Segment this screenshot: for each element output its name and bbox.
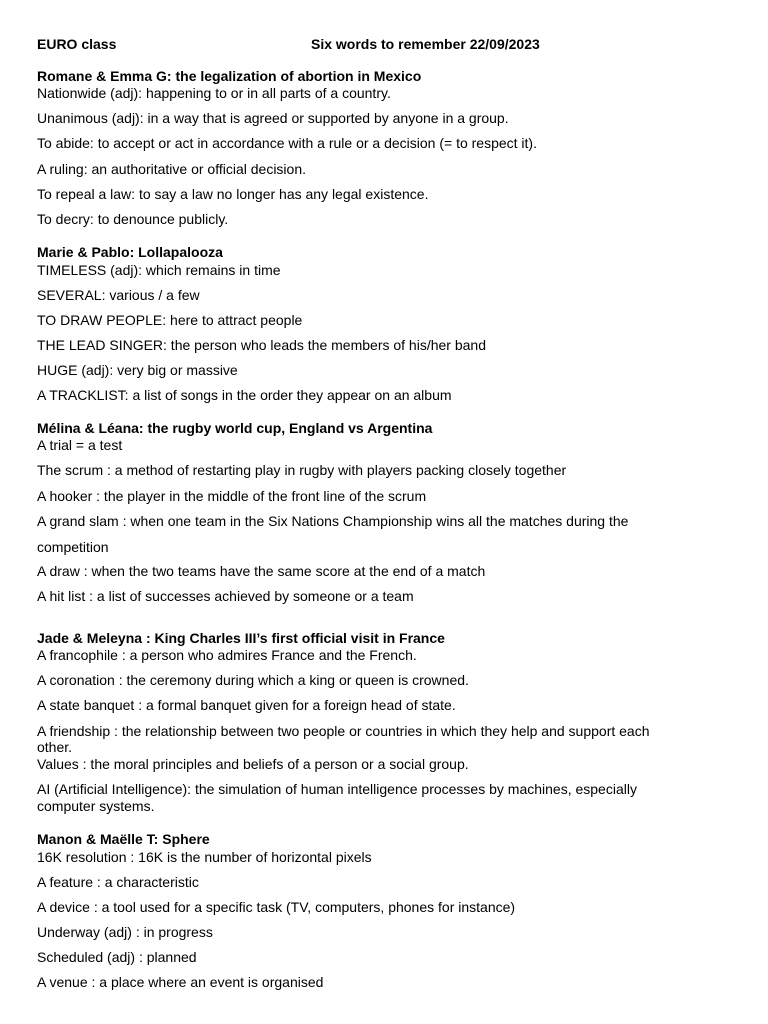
vocab-item: A ruling: an authoritative or official decision. [37,161,307,177]
vocab-item: A feature : a characteristic [37,874,199,890]
vocab-item: Underway (adj) : in progress [37,924,213,940]
vocab-item: other. [37,739,73,755]
vocab-item: competition [37,539,109,555]
document-title: Six words to remember 22/09/2023 [311,36,540,52]
vocab-item: Nationwide (adj): happening to or in all parts of a country. [37,85,391,101]
class-name: EURO class [37,36,117,52]
vocab-item: AI (Artificial Intelligence): the simulation of human intelligence processes by machines, especially [37,781,637,797]
vocab-item: A trial = a test [37,437,123,453]
section-title: Marie & Pablo: Lollapalooza [37,244,223,260]
section-title: Romane & Emma G: the legalization of abortion in Mexico [37,68,422,84]
vocab-item: TO DRAW PEOPLE: here to attract people [37,312,303,328]
section-title: Manon & Maëlle T: Sphere [37,831,210,847]
vocab-item: A venue : a place where an event is organised [37,974,324,990]
vocab-item: A friendship : the relationship between two people or countries in which they help and support each [37,723,650,739]
vocab-item: SEVERAL: various / a few [37,287,200,303]
vocab-item: A hooker : the player in the middle of the front line of the scrum [37,488,427,504]
vocab-item: Scheduled (adj) : planned [37,949,197,965]
section-title: Jade & Meleyna : King Charles III’s first official visit in France [37,630,445,646]
vocab-item: Values : the moral principles and beliefs of a person or a social group. [37,756,469,772]
vocab-item: Unanimous (adj): in a way that is agreed or supported by anyone in a group. [37,110,509,126]
vocab-item: A hit list : a list of successes achieved by someone or a team [37,588,414,604]
vocab-item: THE LEAD SINGER: the person who leads the members of his/her band [37,337,486,353]
vocab-item: A device : a tool used for a specific task (TV, computers, phones for instance) [37,899,516,915]
vocab-item: A coronation : the ceremony during which a king or queen is crowned. [37,672,469,688]
vocab-item: A draw : when the two teams have the same score at the end of a match [37,563,486,579]
vocab-item: A francophile : a person who admires France and the French. [37,647,417,663]
vocab-item: To repeal a law: to say a law no longer has any legal existence. [37,186,429,202]
vocab-item: computer systems. [37,798,155,814]
vocab-item: HUGE (adj): very big or massive [37,362,238,378]
vocab-item: 16K resolution : 16K is the number of horizontal pixels [37,849,372,865]
vocab-item: A state banquet : a formal banquet given for a foreign head of state. [37,697,456,713]
vocab-item: To abide: to accept or act in accordance with a rule or a decision (= to respect it). [37,135,537,151]
vocab-item: To decry: to denounce publicly. [37,211,229,227]
vocab-item: The scrum : a method of restarting play in rugby with players packing closely together [37,462,567,478]
vocab-item: A TRACKLIST: a list of songs in the order they appear on an album [37,387,452,403]
section-title: Mélina & Léana: the rugby world cup, England vs Argentina [37,420,433,436]
vocab-item: A grand slam : when one team in the Six Nations Championship wins all the matches during the [37,513,629,529]
vocab-item: TIMELESS (adj): which remains in time [37,262,281,278]
